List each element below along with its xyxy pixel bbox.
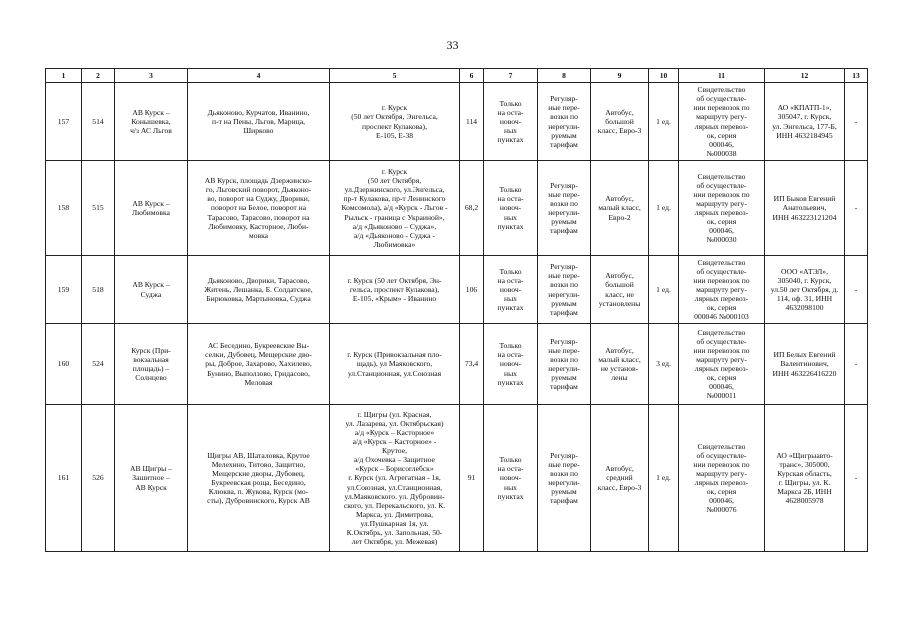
boarding-procedure: Только на оста- новоч- ных пунктах [484,83,538,161]
vehicle-class: Автобус, большой класс, не установлены [591,256,649,324]
route-streets: г. Курск (50 лет Октября, Эн- гельса, проспект Кулакова), Е-105, «Крым» - Иванино [330,256,460,324]
certificate: Свидетельство об осуществле- нии перевозок по маршруту регу- лярных перевоз- ок, серия 000046, №000076 [679,405,765,552]
transport-type: Регуляр- ные пере- возки по нерегули- руемым тарифам [538,256,591,324]
carrier: ООО «АТЭЛ», 305040, г. Курск, ул.50 лет Октября, д. 114, оф. 31, ИНН 4632098100 [765,256,845,324]
intermediate-stops: Щигры АВ, Шаталовка, Крутое Мелехино, Титово, Защитно, Мещерские дворы, Дубовец, Букреевская роща, Беседино, Клюква, п. Жукова, Курск (мо- сты), Дубровинского, Курск АВ [188,405,330,552]
column-number: 2 [82,69,115,83]
certificate: Свидетельство об осуществле- нии перевозок по маршруту регу- лярных перевоз- ок, серия 000046 №000103 [679,256,765,324]
note: - [845,324,868,405]
column-number: 12 [765,69,845,83]
column-number: 1 [46,69,82,83]
vehicle-count: 1 ед. [649,161,679,256]
column-number: 11 [679,69,765,83]
boarding-procedure: Только на оста- новоч- ных пунктах [484,405,538,552]
row-number: 161 [46,405,82,552]
transport-type: Регуляр- ные пере- возки по нерегули- руемым тарифам [538,161,591,256]
column-number: 8 [538,69,591,83]
vehicle-count: 1 ед. [649,83,679,161]
vehicle-class: Автобус, малый класс, не установ- лены [591,324,649,405]
route-length: 68,2 [460,161,484,256]
note: - [845,83,868,161]
vehicle-class: Автобус, средний класс, Евро-3 [591,405,649,552]
route-streets: г. Курск (Привокзальная пло- щадь), ул Маяковского, ул.Станционная, ул.Союзная [330,324,460,405]
table-row [46,161,868,256]
row-number: 159 [46,256,82,324]
column-number: 6 [460,69,484,83]
column-number: 13 [845,69,868,83]
transport-type: Регуляр- ные пере- возки по нерегули- руемым тарифам [538,83,591,161]
intermediate-stops: АС Беседино, Букреевские Вы- селки, Дубовец, Мещерские дво- ры, Доброе, Захарово, Хахилево, Бунино, Выползово, Гридасово, Меловая [188,324,330,405]
column-number: 4 [188,69,330,83]
route-number: 524 [82,324,115,405]
vehicle-class: Автобус, большой класс, Евро-3 [591,83,649,161]
route-name: АВ Курск – Любимовка [115,161,188,256]
vehicle-count: 1 ед. [649,405,679,552]
route-register-table [45,68,868,552]
certificate: Свидетельство об осуществле- нии перевозок по маршруту регу- лярных перевоз- ок, серия 000046, №000038 [679,83,765,161]
route-name: АВ Курск – Суджа [115,256,188,324]
table-row [46,83,868,161]
intermediate-stops: Дьяконово, Дворики, Тарасово, Житень, Лешанка, Б. Солдатское, Бирюковка, Мартыновка, Суджа [188,256,330,324]
route-streets: г. Курск (50 лет Октября, Энгельса, проспект Кулакова), Е-105, Е-38 [330,83,460,161]
row-number: 158 [46,161,82,256]
column-number: 9 [591,69,649,83]
route-streets: г. Курск (50 лет Октября, ул.Дзержинского, ул.Энгельса, пр-т Кулакова, пр-т Ленинского Комсомола), а/д «Курск - Льгов - Рыльск - граница с Украиной», а/д «Дьяконово – Суджа», а/д «Дьяконово - Суджа - Любимовка» [330,161,460,256]
column-number: 5 [330,69,460,83]
route-length: 91 [460,405,484,552]
row-number: 160 [46,324,82,405]
carrier: ИП Белых Евгений Валентинович, ИНН 463226416220 [765,324,845,405]
column-number: 3 [115,69,188,83]
route-number: 514 [82,83,115,161]
vehicle-class: Автобус, малый класс, Евро-2 [591,161,649,256]
transport-type: Регуляр- ные пере- возки по нерегули- руемым тарифам [538,324,591,405]
route-number: 518 [82,256,115,324]
intermediate-stops: АВ Курск, площадь Дзержинско- го, Льговский поворот, Дьяконо- во, поворот на Суджу, Дворики, поворот на Белое, поворот на Тарасово, Тарасово, поворот на Любимовку, Касторное, Люби- мовка [188,161,330,256]
certificate: Свидетельство об осуществле- нии перевозок по маршруту регу- лярных перевоз- ок, серия 000046, №000030 [679,161,765,256]
route-length: 73,4 [460,324,484,405]
column-number: 10 [649,69,679,83]
route-name: АВ Щигры – Зашитное – АВ Курск [115,405,188,552]
table-row [46,256,868,324]
table-row [46,324,868,405]
carrier: АО «КПАТП-1», 305047, г. Курск, ул. Энгельса, 177-Б, ИНН 4632184945 [765,83,845,161]
route-number: 526 [82,405,115,552]
note: - [845,405,868,552]
route-name: Курск (При- вокзальная площадь) – Солнцево [115,324,188,405]
table-row [46,405,868,552]
row-number: 157 [46,83,82,161]
note: - [845,256,868,324]
page-number: 33 [446,38,459,52]
intermediate-stops: Дьяконово, Курчатов, Иванино, п-т на Пены, Льгов, Марица, Ширково [188,83,330,161]
boarding-procedure: Только на оста- новоч- ных пунктах [484,161,538,256]
note: - [845,161,868,256]
carrier: АО «Щигрыавто- транс», 305000, Курская область, г. Щигры, ул. К. Маркса 2Б, ИНН 4628005978 [765,405,845,552]
column-number-row [46,69,868,83]
route-length: 106 [460,256,484,324]
vehicle-count: 1 ед. [649,256,679,324]
boarding-procedure: Только на оста- новоч- ных пунктах [484,256,538,324]
certificate: Свидетельство об осуществле- нии перевозок по маршруту регу- лярных перевоз- ок, серия 000046, №000011 [679,324,765,405]
column-number: 7 [484,69,538,83]
carrier: ИП Быков Евгений Анатольевич, ИНН 463223121204 [765,161,845,256]
vehicle-count: 3 ед. [649,324,679,405]
boarding-procedure: Только на оста- новоч- ных пунктах [484,324,538,405]
route-number: 515 [82,161,115,256]
transport-type: Регуляр- ные пере- возки по нерегули- руемым тарифам [538,405,591,552]
route-name: АВ Курск – Конышевка, ч/з АС Льгов [115,83,188,161]
route-streets: г. Щигры (ул. Красная, ул. Лазарева, ул. Октябрьская) а/д «Курск – Касторное» а/д «Курск – Касторное» - Крутое, а/д Охочевка – Защитное «Курск – Борисоглебск» г. Курск (ул. Агрегатная - 1я, ул.Союзная, ул.Станционная, ул.Маяковского. ул. Дубровин- ского, ул. Перекальского, ул. К. Маркса, ул. Димитрова, ул.Пушкарная 1я, ул. К.Октябрь, ул. Запольная, 50- лет Октября, ул. Межевая) [330,405,460,552]
route-length: 114 [460,83,484,161]
